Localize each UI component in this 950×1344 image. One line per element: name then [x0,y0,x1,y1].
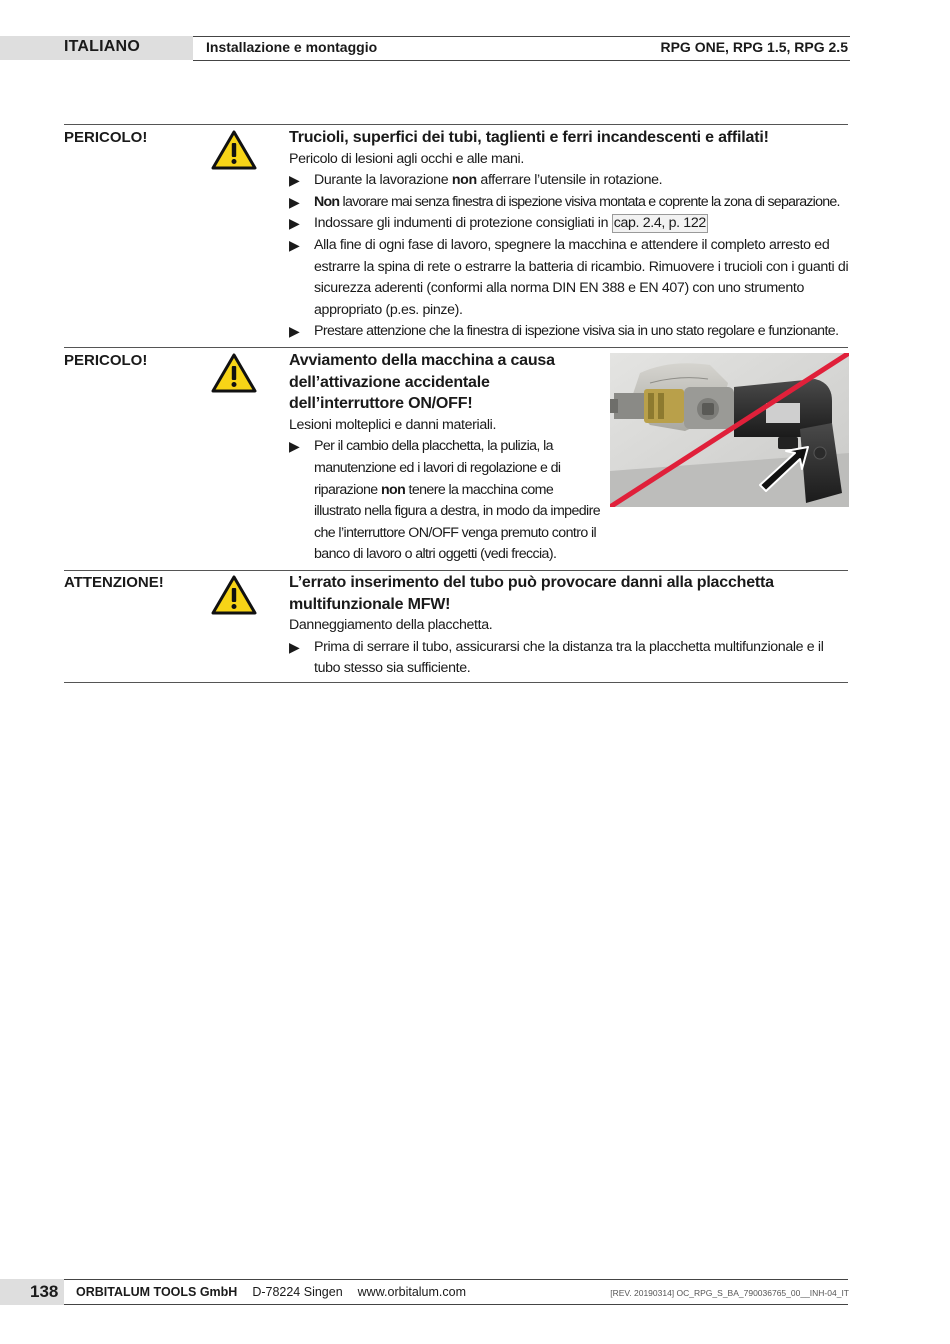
instruction-item: ▶ Durante la lavorazione non afferrare l’utensile in rotazione. [289,170,849,192]
warning-content [289,350,601,566]
instruction-item: ▶ Per il cambio della placchetta, la pulizia, la manutenzione ed i lavori di regolazione e di riparazione non tenere la macchina come illustrato nella figura a destra, in modo da impedire che l’interruttore ON/OFF venga premuto contro il banco di lavoro o altri oggetti (vedi freccia). [289,438,601,563]
instruction-item: ▶ Prima di serrare il tubo, assicurarsi che la distanza tra la placchetta multifunzionale e il tubo stesso sia sufficiente. [289,638,824,677]
table-rule [64,682,848,683]
footer-bottom-rule [64,1304,848,1305]
warning-title: Avviamento della macchina a causa dell’attivazione accidentale dell’interruttore ON/OFF! [289,352,555,413]
company-website[interactable]: www.orbitalum.com [357,1285,467,1299]
document-revision: [REV. 20190314] OC_RPG_S_BA_790036765_00__INH-04_IT [610,1288,849,1298]
warning-triangle-icon [211,353,257,393]
warning-triangle-icon [211,130,257,170]
warning-content [289,127,849,343]
header-language: ITALIANO [64,38,140,55]
instruction-item: ▶ Non lavorare mai senza finestra di ispezione visiva montata e coprente la zona di separazione. [289,192,849,214]
bullet-arrow-icon: ▶ [289,438,300,455]
table-rule [64,347,848,348]
warning-label: ATTENZIONE! [64,574,164,591]
instruction-item: ▶ Alla fine di ogni fase di lavoro, spegnere la macchina e attendere il completo arresto ed estrarre la spina di rete o estrarre la batteria di ricambio. Rimuovere i trucioli con i guanti di sicurezza aderenti (conformi alla norma DIN EN 388 e EN 407) con uno strumento appropriato (p.es. pinze). [289,236,849,318]
bullet-arrow-icon: ▶ [289,215,300,232]
bullet-arrow-icon: ▶ [289,193,300,210]
company-name: ORBITALUM TOOLS GmbH [76,1285,238,1299]
header-section-title: Installazione e montaggio [206,39,378,55]
warning-triangle-icon [211,575,257,615]
cross-reference-link[interactable]: cap. 2.4, p. 122 [613,215,706,232]
warning-title: L’errato inserimento del tubo può provocare danni alla placchetta multifunzionale MFW! [289,574,774,613]
warning-content [289,572,849,680]
instruction-item: ▶ Prestare attenzione che la finestra di ispezione visiva sia in uno stato regolare e funzionante. [289,321,849,343]
table-rule [64,570,848,571]
page-number: 138 [30,1282,59,1301]
bullet-arrow-icon: ▶ [289,638,300,655]
table-rule [64,124,848,125]
warning-consequence: Pericolo di lesioni agli occhi e alle mani. [289,150,524,167]
company-address: D-78224 Singen [252,1285,343,1299]
bullet-arrow-icon: ▶ [289,172,300,189]
bullet-arrow-icon: ▶ [289,323,300,340]
instruction-item: ▶ Indossare gli indumenti di protezione consigliati in cap. 2.4, p. 122 [289,213,849,235]
header-top-rule [193,36,850,37]
warning-title: Trucioli, superfici dei tubi, taglienti e ferri incandescenti e affilati! [289,129,769,146]
warning-label: PERICOLO! [64,129,148,146]
warning-consequence: Danneggiamento della placchetta. [289,617,493,634]
warning-consequence: Lesioni molteplici e danni materiali. [289,416,497,433]
warning-label: PERICOLO! [64,352,148,369]
incorrect-handling-photo [610,353,849,507]
footer-top-rule [64,1279,848,1280]
footer-company-info [76,1285,466,1299]
bullet-arrow-icon: ▶ [289,236,300,253]
header-models: RPG ONE, RPG 1.5, RPG 2.5 [660,39,848,55]
header-bottom-rule [193,60,850,61]
